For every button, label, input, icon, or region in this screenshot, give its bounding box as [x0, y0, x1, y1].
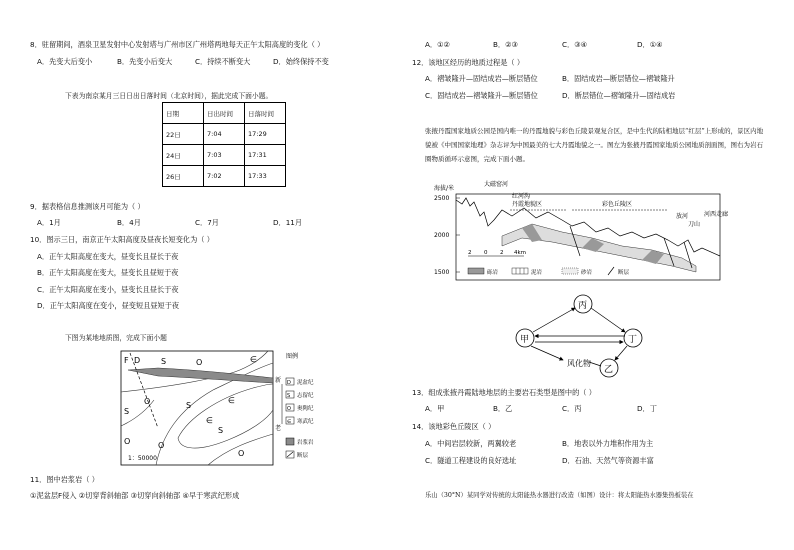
- table-cell: 26日: [163, 166, 204, 187]
- place-label: 大磁窑河: [484, 181, 509, 188]
- q14-stem: 14．该地彩色丘陵区（ ）: [412, 422, 496, 431]
- table-cell: 22日: [163, 124, 204, 145]
- stratum-label: O: [158, 441, 165, 450]
- scale-label: 0: [484, 250, 488, 256]
- legend-item: 泥岩: [531, 270, 543, 276]
- stratum-label: ∈: [228, 396, 235, 405]
- q14-option-c: C．隧道工程建设的良好选址: [425, 456, 517, 465]
- place-label: 刀山: [688, 221, 701, 228]
- place-label: 放河: [676, 213, 689, 220]
- q13-stem: 13．组成张掖丹霞陆地地层的主要岩石类型是图中的（ ）: [412, 388, 596, 397]
- stratum-label: S: [124, 407, 130, 416]
- legend-new-label: 新: [275, 377, 282, 384]
- q8-stem: 8．驻留期间，酒泉卫星发射中心发射塔与广州市区广州塔两地每天正午太阳高度的变化（ ）: [30, 40, 325, 49]
- footer-question: 乐山（30°N）某同学对传统的太阳能热水器进行改造（如图）设计：将太阳能热水器集热板装在: [425, 492, 694, 499]
- legend-item: 砾岩: [487, 270, 499, 276]
- q13-option-a: A．甲: [425, 404, 445, 413]
- q9-option-d: D．11月: [273, 218, 303, 227]
- scale-label: 2: [500, 250, 504, 256]
- place-label: 河西走廊: [704, 211, 729, 218]
- q8-option-b: B．先变小后变大: [117, 57, 173, 66]
- q11-option-b: B．②③: [493, 40, 519, 49]
- legend-code: D: [287, 380, 291, 386]
- stratum-label: ∈: [250, 355, 257, 364]
- park-intro: 张掖丹霞国家地质公园是国内唯一的丹霞地貌与彩色丘陵景观复合区，是中生代的陆相地层“红层”上形成的，景区内地貌被《中国国家地理》杂志评为中国最美的七大丹霞地貌之一。图左为张掖丹霞国家地质公园地质剖面图，图右为岩石圈物质循环示意图，完成下面小题。: [425, 127, 764, 163]
- stratum-label: S: [218, 426, 224, 435]
- scale-label: 4km: [514, 250, 527, 256]
- q12-option-d: D．断层错位—褶皱隆升—固结成岩: [562, 91, 676, 100]
- table-row: [163, 166, 286, 187]
- legend-swatch: [286, 438, 294, 445]
- q10-option-d: D．正午太阳高度在变小，昼变短且昼短于夜: [37, 301, 180, 310]
- map-intro: 下图为某地地质图，完成下面小题: [65, 334, 167, 342]
- sunrise-table: [162, 102, 286, 187]
- legend-item: 砂岩: [581, 270, 593, 276]
- stratum-label: O: [144, 397, 151, 406]
- legend-item: 寒武纪: [297, 419, 314, 425]
- cycle-arrow: [591, 308, 625, 332]
- stratum-label: D: [134, 356, 141, 365]
- q9-option-a: A．1月: [37, 218, 61, 227]
- stratum-label: O: [124, 437, 131, 446]
- legend-code: O: [287, 406, 291, 412]
- legend-swatch: [468, 268, 484, 274]
- q9-option-b: B．4月: [117, 218, 141, 227]
- geologic-profile: [432, 176, 729, 284]
- q10-option-b: B．正午太阳高度在变大，昼变长且昼短于夜: [37, 268, 179, 277]
- table-cell: 24日: [163, 145, 204, 166]
- q11-option-c: C．③④: [562, 40, 588, 49]
- q10-stem: 10．图示三日，南京正午太阳高度及昼夜长短变化为（ ）: [30, 235, 214, 244]
- rock-cycle-diagram: [505, 292, 655, 380]
- q8-option-d: D．始终保持不变: [273, 57, 329, 66]
- legend-old-label: 老: [275, 425, 282, 432]
- legend-item: 泥盆纪: [297, 380, 314, 386]
- table-cell: 7:03: [204, 145, 245, 166]
- stratum-label: S: [186, 401, 192, 410]
- q9-stem: 9．据表格信息推测该月可能为（ ）: [30, 202, 145, 211]
- q12-stem: 12．该地区经历的地质过程是（ ）: [412, 58, 525, 67]
- q11-stem: 11．图中岩浆岩（ ）: [30, 475, 99, 484]
- table-row: [163, 124, 286, 145]
- q13-option-b: B．乙: [493, 404, 513, 413]
- q12-option-c: C．固结成岩—褶皱隆升—断层错位: [425, 91, 538, 100]
- q14-option-b: B．地表以外力堆积作用为主: [562, 439, 654, 448]
- q11-statements: ①泥盆层F侵入 ②切穿背斜轴部 ③切穿向斜轴部 ④早于寒武纪形成: [30, 491, 240, 500]
- stratum-label: F: [124, 356, 129, 365]
- profile-ylabel: 海拔/米: [434, 185, 455, 192]
- node-label: 乙: [604, 365, 614, 375]
- table-header: 日期: [163, 103, 204, 124]
- legend-item: 断层: [297, 453, 309, 459]
- place-label: 彩色丘陵区: [602, 201, 633, 208]
- place-label: 红河沟: [512, 193, 531, 200]
- stratum-label: S: [161, 357, 167, 366]
- table-cell: 17:31: [245, 145, 286, 166]
- q11-option-a: A．①②: [425, 40, 450, 49]
- cycle-arrow: [533, 308, 575, 332]
- legend-title: 图例: [286, 353, 299, 360]
- q11-option-d: D．①④: [637, 40, 663, 49]
- table-cell: 17:33: [245, 166, 286, 187]
- table-header: 日出时间: [204, 103, 245, 124]
- node-label: 甲: [520, 335, 530, 345]
- place-label: 丹霞地貌区: [512, 201, 543, 208]
- legend-code: S: [287, 393, 291, 399]
- table-cell: 17:29: [245, 124, 286, 145]
- table-cell: 7:02: [204, 166, 245, 187]
- q13-option-c: C．丙: [562, 404, 582, 413]
- q14-option-d: D．石油、天然气等资源丰富: [562, 456, 654, 465]
- map-scale: 1：50000: [128, 455, 157, 462]
- table-row: [163, 145, 286, 166]
- stratum-label: O: [196, 358, 203, 367]
- q8-option-a: A．先变大后变小: [37, 57, 93, 66]
- q13-option-d: D．丁: [637, 404, 657, 413]
- geologic-map: [118, 348, 338, 470]
- legend-swatch: [562, 268, 578, 274]
- q9-option-c: C．7月: [195, 218, 219, 227]
- q10-option-c: C．正午太阳高度在变小，昼变长且昼长于夜: [37, 285, 179, 294]
- node-label: 丁: [628, 335, 638, 345]
- q14-option-a: A．中间岩层较新，两翼较老: [425, 439, 517, 448]
- profile-ytick: 1500: [434, 269, 450, 276]
- legend-item: 志留纪: [297, 393, 314, 399]
- table-header-row: [163, 103, 286, 124]
- table-intro: 下表为南京某月三日日出日落时间（北京时间），据此完成下面小题。: [65, 92, 273, 100]
- legend-code: ∈: [287, 419, 292, 425]
- legend-item: 岩浆岩: [297, 440, 314, 446]
- stratum-label: O: [238, 449, 245, 458]
- q12-option-a: A．褶皱隆升—固结成岩—断层错位: [425, 74, 538, 83]
- profile-ytick: 2000: [434, 232, 450, 239]
- node-label: 丙: [578, 301, 588, 311]
- q10-option-a: A．正午太阳高度在变大，昼变长且昼长于夜: [37, 252, 179, 261]
- weathered-material-label: 风化物: [567, 359, 591, 368]
- cycle-arrow: [615, 346, 627, 360]
- stratum-label: ∈: [206, 416, 213, 425]
- q12-option-b: B．固结成岩—断层错位—褶皱隆升: [562, 74, 675, 83]
- table-header: 日落时间: [245, 103, 286, 124]
- scale-label: 2: [468, 250, 472, 256]
- legend-item: 断层: [618, 270, 630, 276]
- q8-option-c: C．持续不断变大: [195, 57, 251, 66]
- cycle-arrow: [531, 346, 563, 360]
- legend-item: 奥陶纪: [297, 406, 314, 412]
- table-cell: 7:04: [204, 124, 245, 145]
- profile-ytick: 2500: [434, 195, 450, 202]
